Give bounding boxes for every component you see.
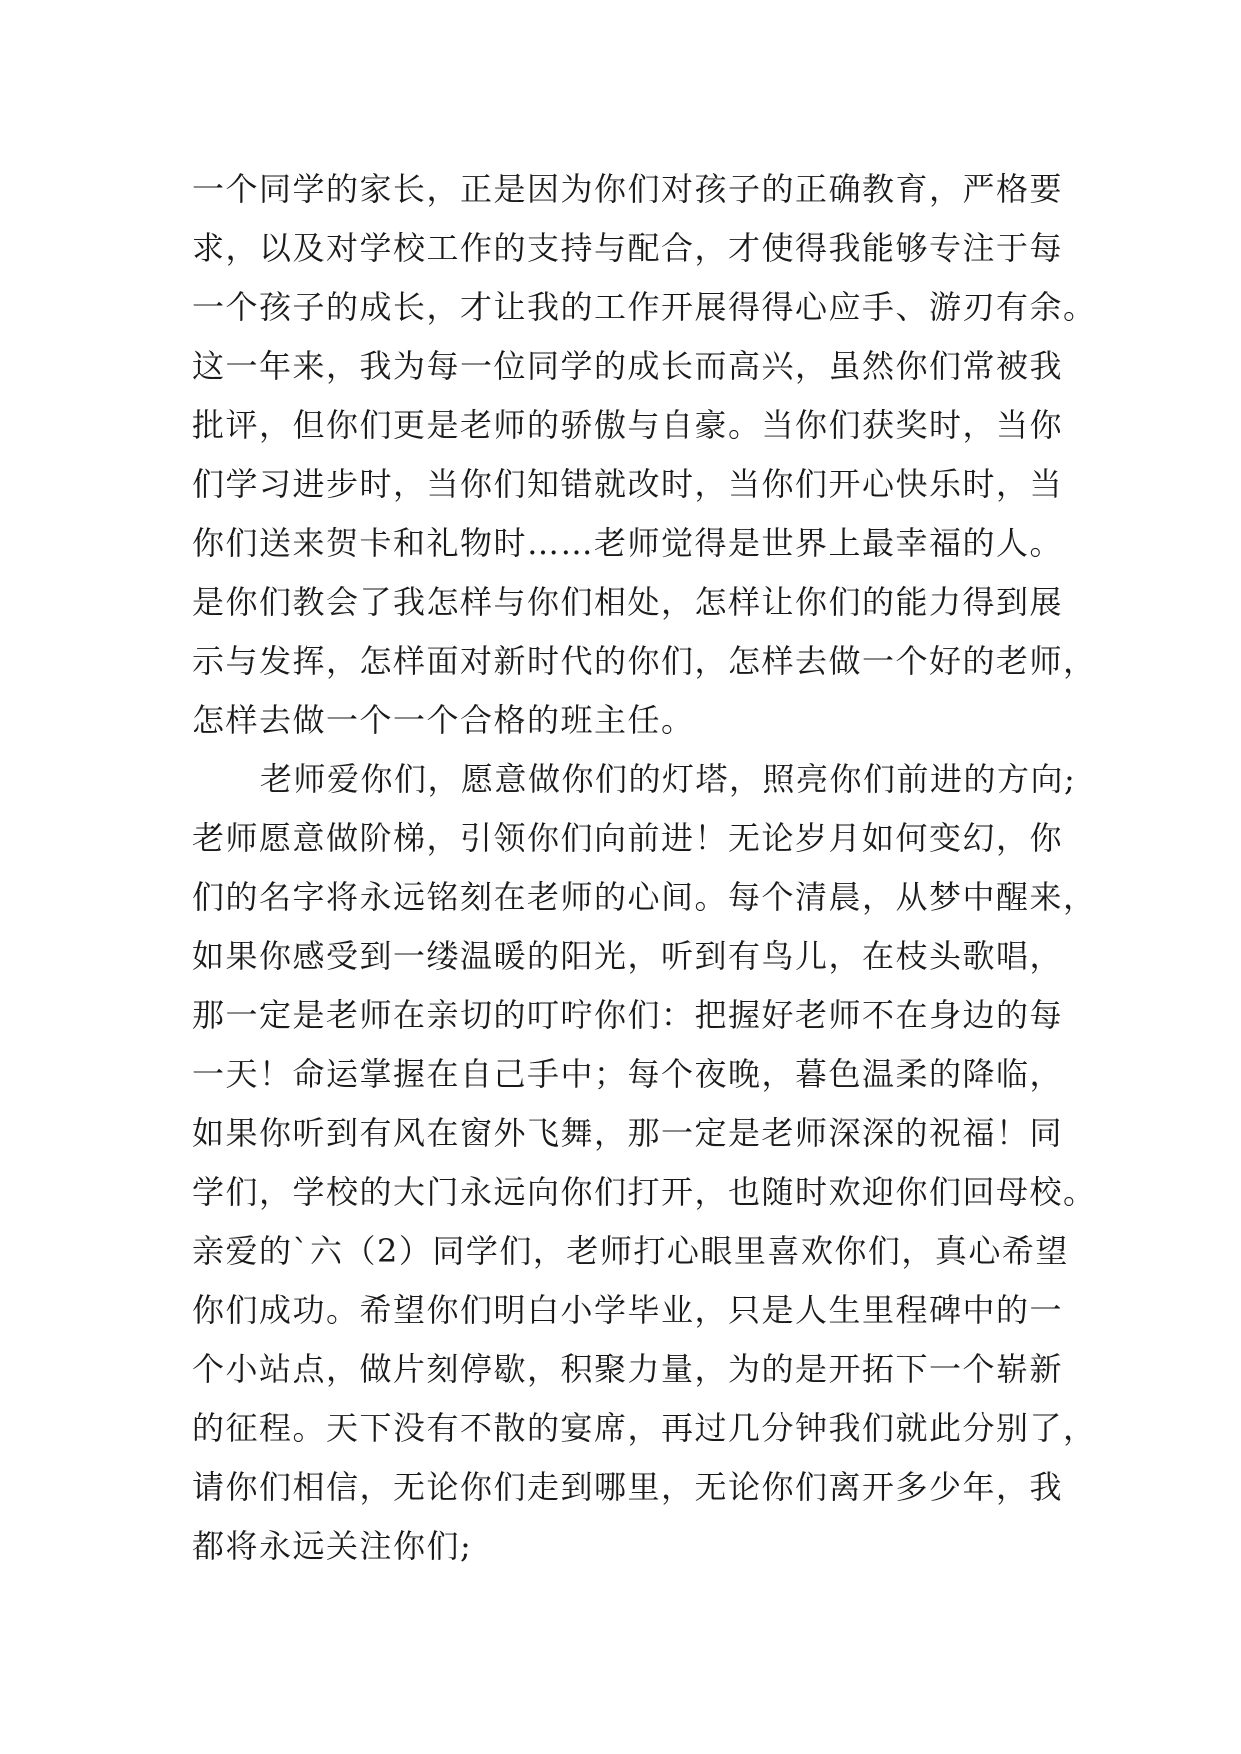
text-line: 个小站点，做片刻停歇，积聚力量，为的是开拓下一个崭新	[192, 1350, 1064, 1388]
text-line: 示与发挥，怎样面对新时代的你们，怎样去做一个好的老师，	[192, 642, 1097, 680]
text-line: 都将永远关注你们;	[192, 1527, 473, 1565]
text-line-indented: 老师爱你们，愿意做你们的灯塔，照亮你们前进的方向;	[260, 760, 1077, 798]
text-line: 这一年来，我为每一位同学的成长而高兴，虽然你们常被我	[192, 347, 1064, 385]
text-line: 一个孩子的成长，才让我的工作开展得得心应手、游刃有余。	[192, 288, 1097, 326]
text-line: 学们，学校的大门永远向你们打开，也随时欢迎你们回母校。	[192, 1173, 1097, 1211]
paragraph-2	[192, 750, 1097, 1576]
text-line: 那一定是老师在亲切的叮咛你们：把握好老师不在身边的每	[192, 996, 1064, 1034]
text-line: 一天！命运掌握在自己手中；每个夜晚，暮色温柔的降临，	[192, 1055, 1064, 1093]
text-line: 老师愿意做阶梯，引领你们向前进！无论岁月如何变幻，你	[192, 819, 1064, 857]
text-line: 一个同学的家长，正是因为你们对孩子的正确教育，严格要	[192, 170, 1064, 208]
text-line: 求，以及对学校工作的支持与配合，才使得我能够专注于每	[192, 229, 1064, 267]
text-line: 你们成功。希望你们明白小学毕业，只是人生里程碑中的一	[192, 1291, 1064, 1329]
text-line: 是你们教会了我怎样与你们相处，怎样让你们的能力得到展	[192, 583, 1064, 621]
text-line: 你们送来贺卡和礼物时……老师觉得是世界上最幸福的人。	[192, 524, 1064, 562]
text-line: 们学习进步时，当你们知错就改时，当你们开心快乐时，当	[192, 465, 1064, 503]
text-line: 们的名字将永远铭刻在老师的心间。每个清晨，从梦中醒来，	[192, 878, 1097, 916]
document-body	[192, 160, 1097, 1576]
text-line: 亲爱的`六（2）同学们，老师打心眼里喜欢你们，真心希望	[192, 1232, 1069, 1270]
text-line: 如果你听到有风在窗外飞舞，那一定是老师深深的祝福！同	[192, 1114, 1064, 1152]
text-line: 批评，但你们更是老师的骄傲与自豪。当你们获奖时，当你	[192, 406, 1064, 444]
text-line: 怎样去做一个一个合格的班主任。	[192, 701, 695, 739]
text-line: 的征程。天下没有不散的宴席，再过几分钟我们就此分别了，	[192, 1409, 1097, 1447]
text-line: 如果你感受到一缕温暖的阳光，听到有鸟儿，在枝头歌唱，	[192, 937, 1064, 975]
text-line: 请你们相信，无论你们走到哪里，无论你们离开多少年，我	[192, 1468, 1064, 1506]
paragraph-1	[192, 160, 1097, 750]
